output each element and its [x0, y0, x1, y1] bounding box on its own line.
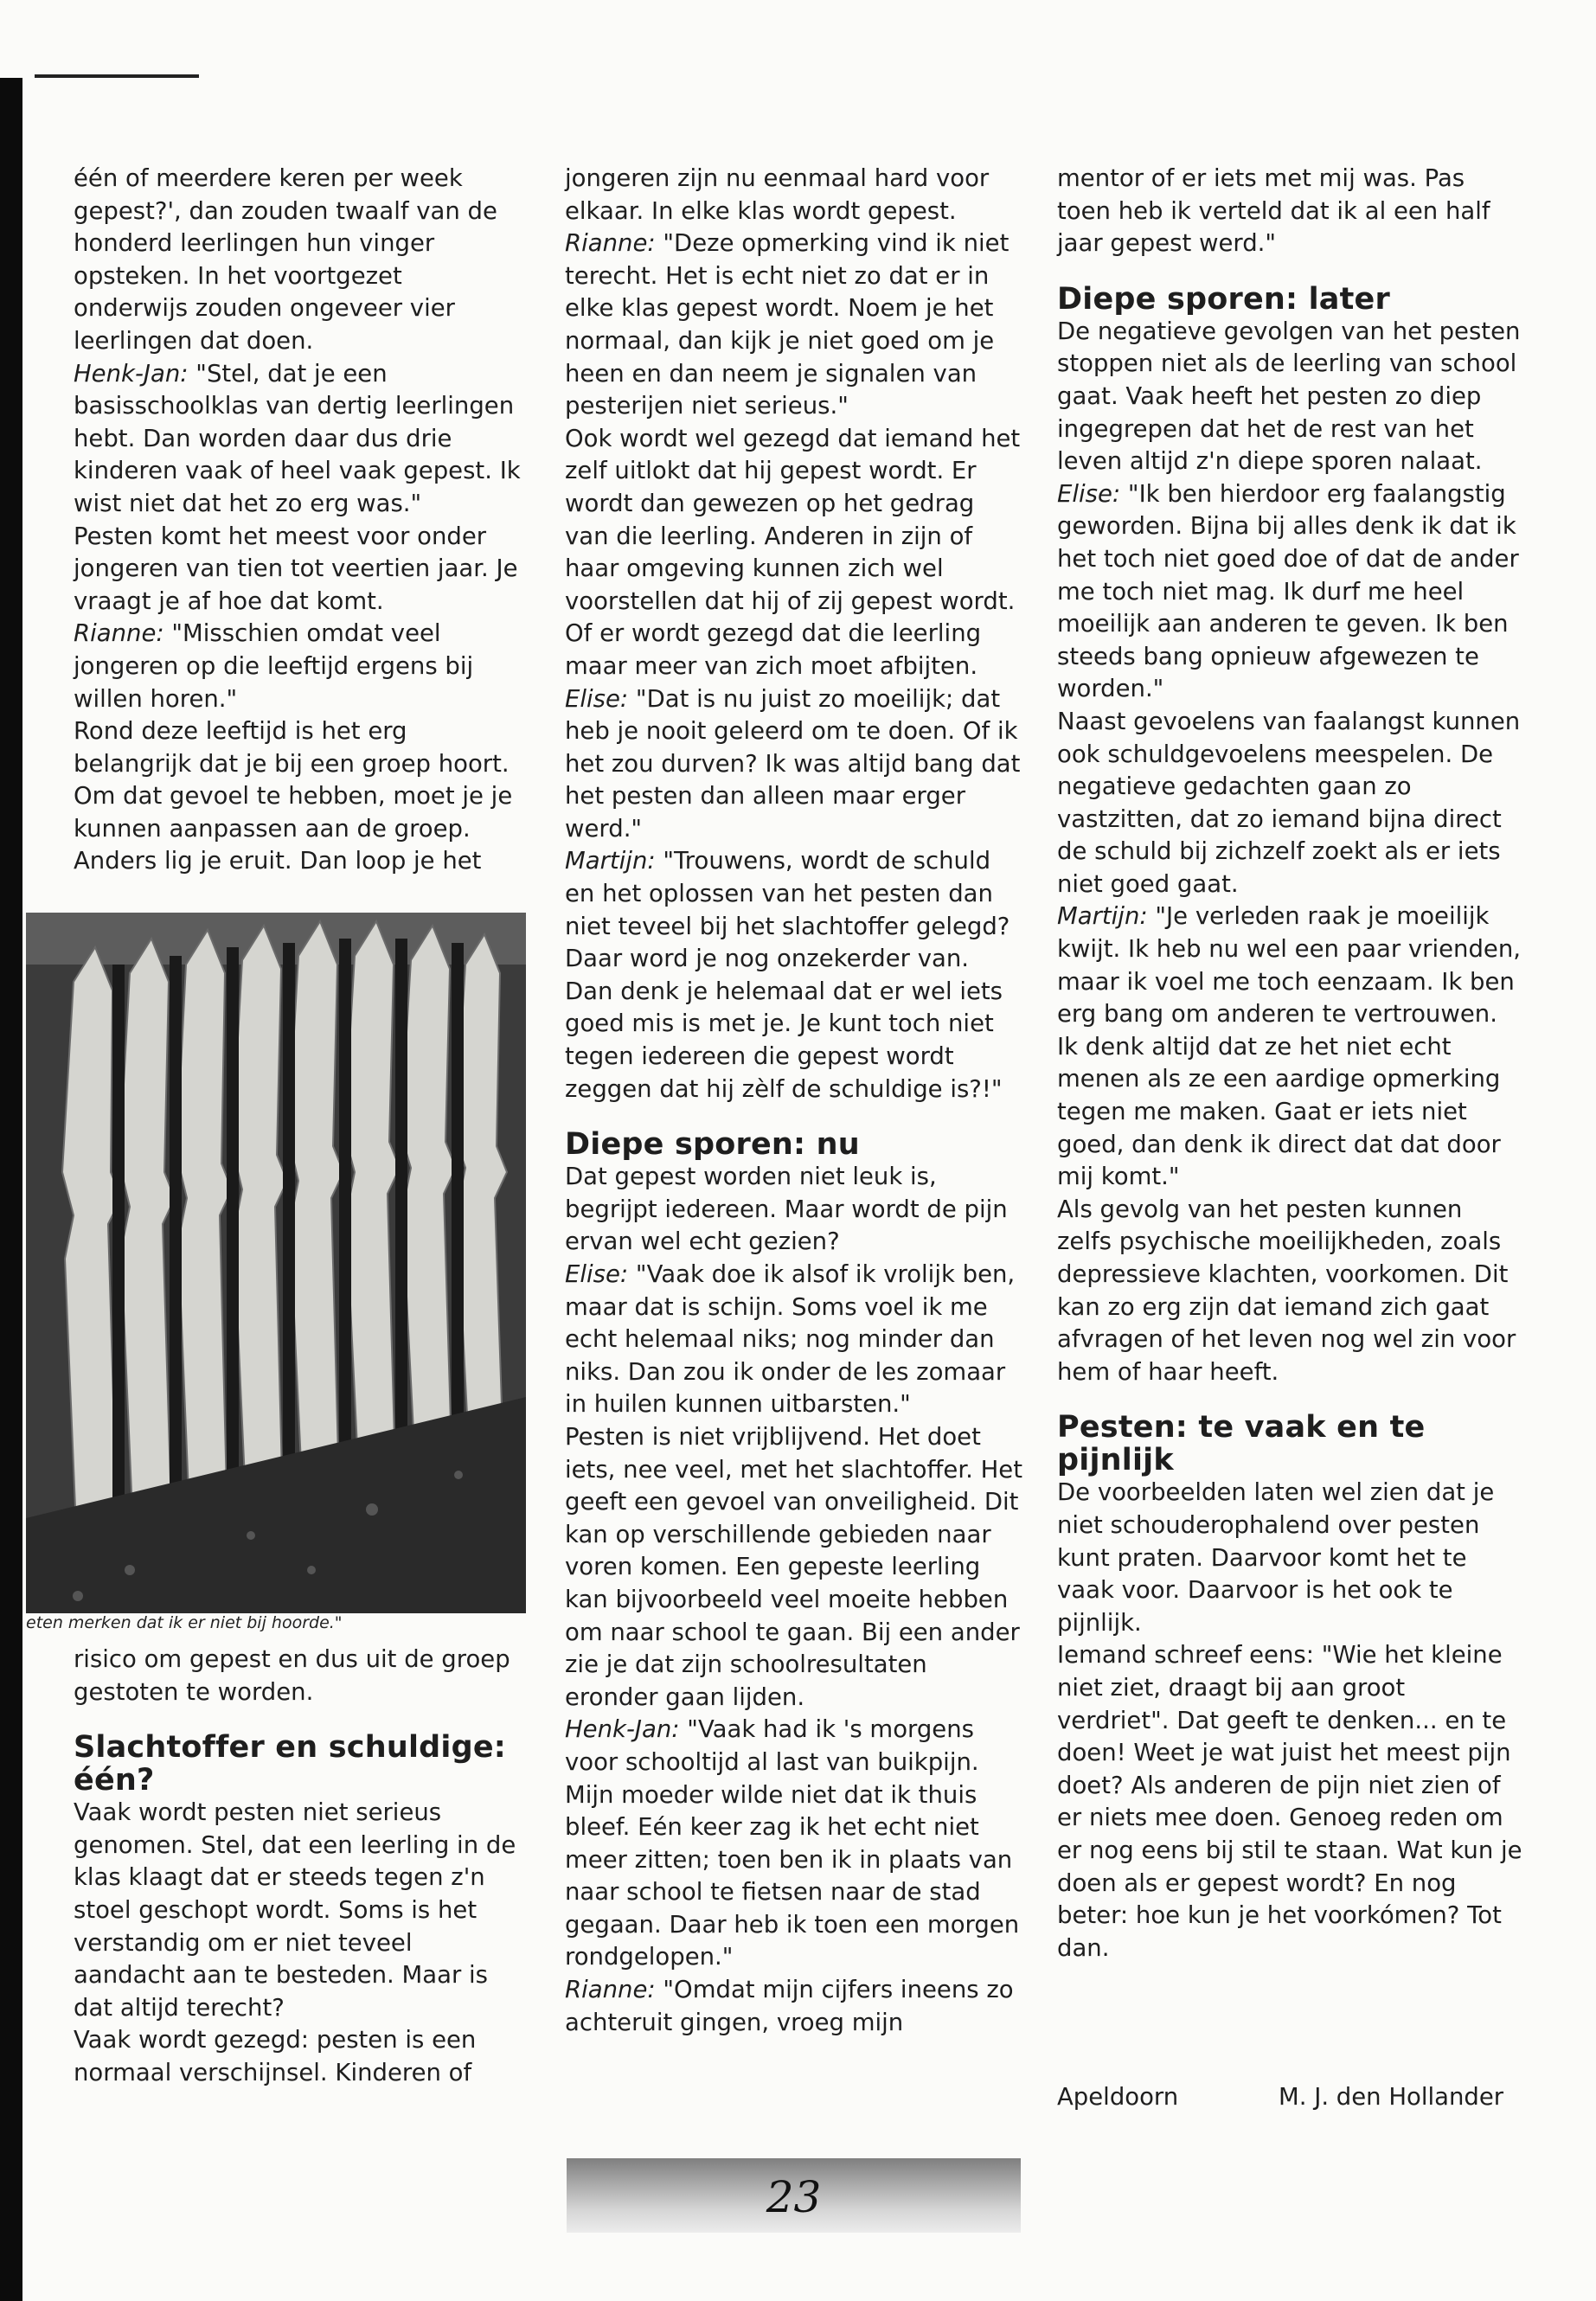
- speaker-label: Martijn:: [1057, 902, 1148, 931]
- paragraph: [74, 715, 523, 878]
- paragraph-text: "Misschien omdat veel jongeren op die leeftijd ergens bij willen horen.": [74, 619, 474, 713]
- paragraph-text: "Dat is nu juist zo moeilijk; dat heb je nooit geleerd om te doen. Of ik het zou durven? Ik was altijd bang dat het pesten dan alleen maar erger werd.": [565, 684, 1021, 843]
- paragraph: [1057, 706, 1524, 901]
- top-rule: [35, 74, 199, 78]
- paragraph-text: Vaak wordt pesten niet serieus genomen. Stel, dat een leerling in de klas klaagt dat er steeds tegen z'n stoel geschopt wordt. Soms is het verstandig om er niet teveel aandacht aan te besteden. Maar is dat altijd terecht?: [74, 1798, 516, 2022]
- paragraph-text: "Vaak had ik 's morgens voor schooltijd al last van buikpijn. Mijn moeder wilde niet dat ik thuis bleef. Eén keer zag ik het echt niet meer zitten; toen ben ik in plaats van naar school te fietsen naar de stad gegaan. Daar heb ik toen een morgen rondgelopen.": [565, 1715, 1020, 1971]
- paragraph-text: De negatieve gevolgen van het pesten stoppen niet als de leerling van school gaat. Vaak heeft het pesten zo diep ingegrepen dat het de rest van het leven altijd z'n diepe sporen nalaat.: [1057, 317, 1521, 476]
- paragraph: [74, 2024, 523, 2089]
- paragraph-text: "Je verleden raak je moeilijk kwijt. Ik heb nu wel een paar vrienden, maar ik voel me toch eenzaam. Ik ben erg bang om anderen te vertrouwen. Ik denk altijd dat ze het niet echt menen als ze een aardige opmerking tegen me maken. Gaat er iets niet goed, dan denk ik direct dat dat door mij komt.": [1057, 902, 1522, 1191]
- quote-paragraph: [565, 683, 1023, 846]
- paragraph-text: "Trouwens, wordt de schuld en het oplossen van het pesten dan niet teveel bij het slachtoffer gelegd? Daar word je nog onzekerder van. Dan denk je helemaal dat er wel iets goed mis is met je. Je kunt toch niet tegen iedereen die gepest wordt zeggen dat hij zèlf de schuldige is?!": [565, 847, 1010, 1103]
- column-1-bottom: [74, 1644, 523, 2090]
- paragraph-text: "Omdat mijn cijfers ineens zo achteruit gingen, vroeg mijn: [565, 1976, 1014, 2036]
- speaker-label: Rianne:: [565, 1976, 656, 2004]
- paragraph-text: "Ik ben hierdoor erg faalangstig geworden. Bijna bij alles denk ik dat ik het toch niet goed doe of dat de ander me toch niet mag. Ik durf me heel moeilijk aan anderen te geven. Ik ben steeds bang opnieuw afgewezen te worden.": [1057, 479, 1519, 703]
- scan-edge-bar: [0, 78, 22, 2301]
- paragraph: [1057, 316, 1524, 478]
- paragraph-text: mentor of er iets met mij was. Pas toen heb ik verteld dat ik al een half jaar gepest werd.": [1057, 164, 1490, 258]
- paragraph-text: jongeren zijn nu eenmaal hard voor elkaar. In elke klas wordt gepest.: [565, 164, 990, 225]
- quote-paragraph: [565, 1974, 1023, 2039]
- paragraph: [1057, 163, 1524, 260]
- quote-paragraph: [565, 1714, 1023, 1974]
- paragraph-text: Iemand schreef eens: "Wie het kleine niet ziet, draagt bij aan groot verdriet". Dat geeft te denken... en te doen! Weet je wat juist het meest pijn doet? Als anderen de pijn niet zien of er niets mee doen. Genoeg reden om er nog eens bij stil te staan. Wat kun je doen als er gepest wordt? En nog beter: hoe kun je het voorkómen? Tot dan.: [1057, 1641, 1522, 1962]
- paragraph: [1057, 1477, 1524, 1639]
- section-heading: Diepe sporen: later: [1057, 281, 1390, 317]
- paragraph-text: Pesten is niet vrijblijvend. Het doet iets, nee veel, met het slachtoffer. Het geeft een gevoel van onveiligheid. Dit kan op verschillende gebieden naar voren komen. Een gepeste leerling kan bijvoorbeeld veel moeite hebben om naar school te gaan. Bij een ander zie je dat zijn schoolresultaten eronder gaan lijden.: [565, 1422, 1022, 1711]
- paragraph-text: Als gevolg van het pesten kunnen zelfs psychische moeilijkheden, zoals depressieve klachten, voorkomen. Dit kan zo erg zijn dat iemand zich gaat afvragen of het leven nog wel zin voor hem of haar heeft.: [1057, 1195, 1516, 1386]
- signature-place: Apeldoorn: [1057, 2083, 1179, 2111]
- paragraph: [74, 163, 523, 358]
- paragraph: [74, 1644, 523, 1708]
- paragraph-text: "Deze opmerking vind ik niet terecht. Het is echt niet zo dat er in elke klas gepest wordt. Noem je het normaal, dan kijk je niet goed om je heen en dan neem je signalen van pesterijen niet serieus.": [565, 229, 1010, 420]
- paragraph-text: "Vaak doe ik alsof ik vrolijk ben, maar dat is schijn. Soms voel ik me echt helemaal niks; nog minder dan niks. Dan zou ik onder de les zomaar in huilen kunnen uitbarsten.": [565, 1260, 1016, 1419]
- paragraph-text: Rond deze leeftijd is het erg belangrijk dat je bij een groep hoort. Om dat gevoel te hebben, moet je je kunnen aanpassen aan de groep. Anders lig je eruit. Dan loop je het: [74, 717, 513, 875]
- quote-paragraph: [74, 358, 523, 521]
- paragraph-text: "Stel, dat je een basisschoolklas van dertig leerlingen hebt. Dan worden daar dus drie kinderen vaak of heel vaak gepest. Ik wist niet dat het zo erg was.": [74, 359, 521, 517]
- page-number-bar: [567, 2158, 1021, 2233]
- paragraph-text: Pesten komt het meest voor onder jongeren van tien tot veertien jaar. Je vraagt je af hoe dat komt.: [74, 522, 518, 615]
- paragraph: [565, 1421, 1023, 1714]
- section-heading: Slachtoffer en schuldige: één?: [74, 1730, 506, 1798]
- quote-paragraph: [565, 228, 1023, 423]
- fence-photo: [26, 913, 526, 1613]
- section-heading: Pesten: te vaak en te pijnlijk: [1057, 1410, 1426, 1478]
- paragraph-text: risico om gepest en dus uit de groep gestoten te worden.: [74, 1645, 510, 1706]
- paragraph-text: De voorbeelden laten wel zien dat je niet schouderophalend over pesten kunt praten. Daarvoor komt het te vaak voor. Daarvoor is het ook te pijnlijk.: [1057, 1478, 1495, 1637]
- paragraph-text: Dat gepest worden niet leuk is, begrijpt iedereen. Maar wordt de pijn ervan wel echt gezien?: [565, 1163, 1008, 1256]
- photo-caption: eten merken dat ik er niet bij hoorde.": [26, 1613, 343, 1632]
- speaker-label: Elise:: [565, 1260, 629, 1288]
- paragraph: [565, 1161, 1023, 1259]
- paragraph-text: één of meerdere keren per week gepest?', dan zouden twaalf van de honderd leerlingen hun vinger opsteken. In het voortgezet onderwijs zouden ongeveer vier leerlingen dat doen.: [74, 164, 497, 355]
- paragraph: [1057, 1639, 1524, 1965]
- column-2: [565, 163, 1023, 2039]
- speaker-label: Elise:: [565, 684, 629, 713]
- paragraph: [74, 1797, 523, 2024]
- paragraph: [565, 423, 1023, 683]
- signature-author: M. J. den Hollander: [1279, 2083, 1504, 2111]
- quote-paragraph: [565, 845, 1023, 1106]
- speaker-label: Elise:: [1057, 479, 1121, 508]
- quote-paragraph: [565, 1259, 1023, 1421]
- paragraph-text: Vaak wordt gezegd: pesten is een normaal verschijnsel. Kinderen of: [74, 2026, 477, 2086]
- column-3: [1057, 163, 1524, 1965]
- column-1-top: [74, 163, 523, 878]
- quote-paragraph: [1057, 901, 1524, 1193]
- speaker-label: Rianne:: [565, 229, 656, 258]
- page-number: 23: [766, 2172, 822, 2222]
- paragraph: [74, 521, 523, 619]
- speaker-label: Rianne:: [74, 619, 164, 648]
- quote-paragraph: [74, 618, 523, 715]
- speaker-label: Henk-Jan:: [565, 1715, 680, 1744]
- speaker-label: Henk-Jan:: [74, 359, 189, 388]
- paragraph: [565, 163, 1023, 228]
- paragraph-text: Naast gevoelens van faalangst kunnen ook schuldgevoelens meespelen. De negatieve gedachten gaan zo vastzitten, dat zo iemand bijna direct de schuld bij zichzelf zoekt als er iets niet goed gaat.: [1057, 707, 1521, 898]
- speaker-label: Martijn:: [565, 847, 656, 875]
- paragraph-text: Ook wordt wel gezegd dat iemand het zelf uitlokt dat hij gepest wordt. Er wordt dan gewezen op het gedrag van die leerling. Anderen in zijn of haar omgeving kunnen zich wel voorstellen dat hij of zij gepest wordt. Of er wordt gezegd dat die leerling maar meer van zich moet afbijten.: [565, 424, 1021, 680]
- section-heading: Diepe sporen: nu: [565, 1127, 860, 1163]
- paragraph: [1057, 1194, 1524, 1389]
- quote-paragraph: [1057, 478, 1524, 706]
